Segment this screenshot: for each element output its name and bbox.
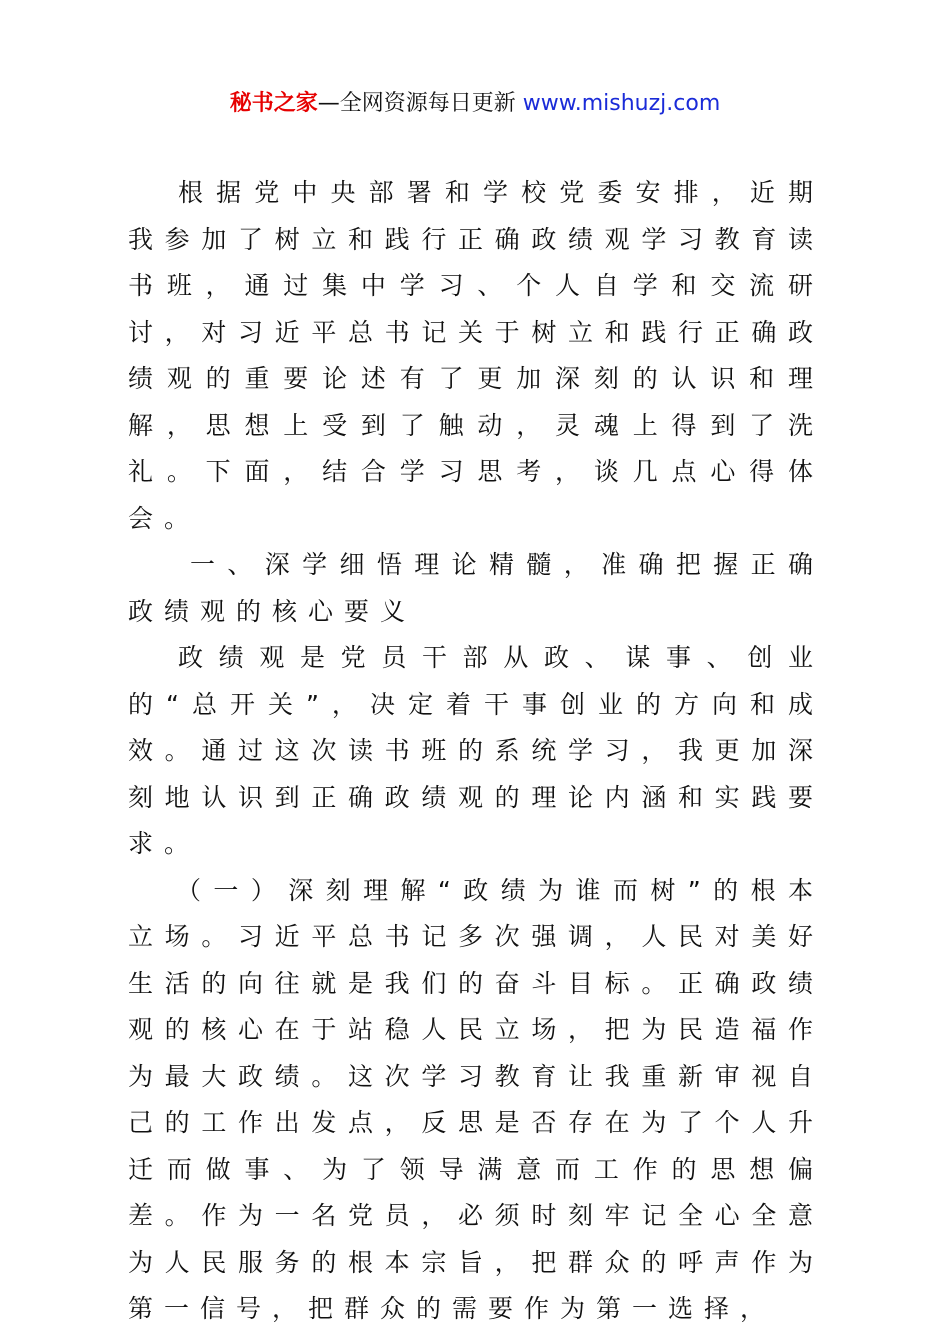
subsection-paragraph-1: （一）深刻理解“政绩为谁而树”的根本立场。习近平总书记多次强调，人民对美好生活的向往就是我们的奋斗目标。正确政绩观的核心在于站稳人民立场，把为民造福作为最大政绩。这次学习教育让我重新审视自己的工作出发点，反思是否存在为了个人升迁而做事、为了领导满意而工作的思想偏差。作为一名党员，必须时刻牢记全心全意为人民服务的根本宗旨，把群众的呼声作为第一信号，把群众的需要作为第一选择， — [128, 875, 824, 1323]
site-brand: 秘书之家 — [229, 91, 318, 116]
document-body — [128, 170, 824, 1333]
intro-paragraph: 根据党中央部署和学校党委安排，近期我参加了树立和践行正确政绩观学习教育读书班，通过集中学习、个人自学和交流研讨，对习近平总书记关于树立和践行正确政绩观的重要论述有了更加深刻的认识和理解，思想上受到了触动，灵魂上得到了洗礼。下面，结合学习思考，谈几点心得体会。 — [128, 178, 824, 533]
site-header — [0, 88, 950, 120]
site-slogan: —全网资源每日更新 — [317, 91, 523, 116]
section-intro-paragraph: 政绩观是党员干部从政、谋事、创业的“总开关”，决定着干事创业的方向和成效。通过这次读书班的系统学习，我更加深刻地认识到正确政绩观的理论内涵和实践要求。 — [128, 643, 824, 858]
site-url-link[interactable]: www.mishuzj.com — [522, 91, 721, 116]
section-heading-1: 一、深学细悟理论精髓，准确把握正确政绩观的核心要义 — [128, 550, 824, 626]
